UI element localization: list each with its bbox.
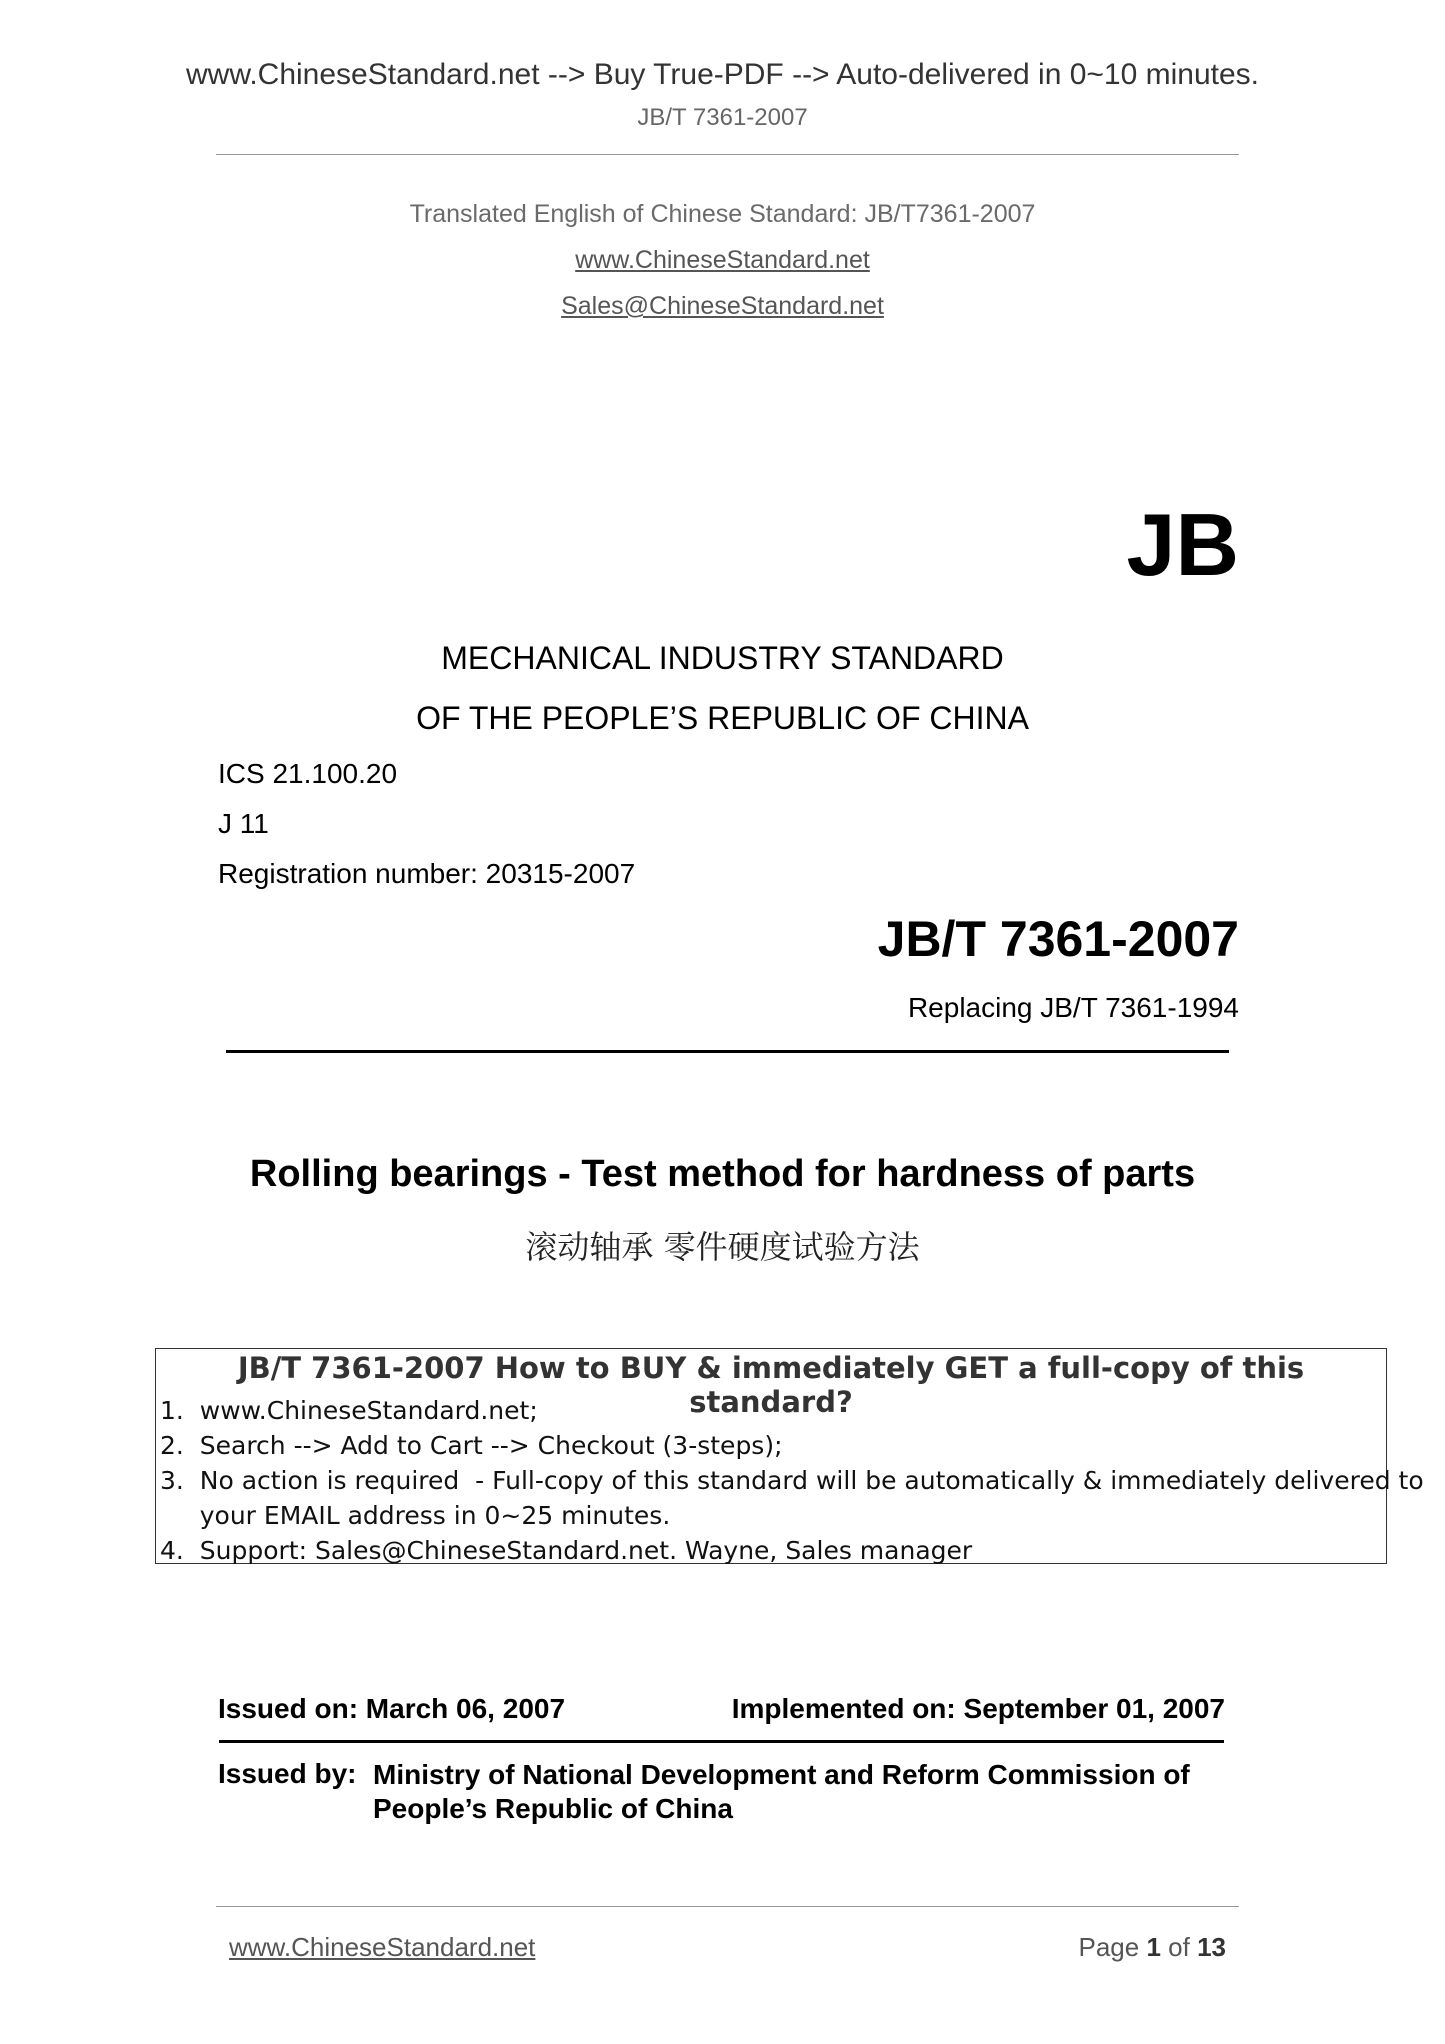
issued-on-date: Issued on: March 06, 2007 [218,1693,566,1724]
purchase-step: 2. Search --> Add to Cart --> Checkout (3-steps); [160,1431,783,1460]
purchase-step: your EMAIL address in 0~25 minutes. [160,1501,671,1530]
purchase-step: 1. www.ChineseStandard.net; [160,1396,538,1425]
header-divider [216,154,1239,155]
sales-email-wrap [0,292,1445,321]
page-of: of [1168,1932,1190,1962]
dates-divider [219,1740,1224,1743]
header-standard-code: JB/T 7361-2007 [637,104,808,131]
registration-number: Registration number: 20315-2007 [218,858,636,889]
website-link[interactable]: www.ChineseStandard.net [575,246,870,274]
footer-website-link[interactable]: www.ChineseStandard.net [229,1932,536,1962]
implemented-on-date: Implemented on: September 01, 2007 [731,1693,1225,1724]
page-indicator [1078,1932,1226,1963]
page-current: 1 [1146,1932,1161,1962]
standard-body-line-1: MECHANICAL INDUSTRY STANDARD [441,640,1004,676]
jb-mark: JB [1126,495,1239,594]
purchase-steps-list [160,1393,1424,1568]
issued-by-label: Issued by: [218,1758,357,1789]
document-title-chinese: 滚动轴承 零件硬度试验方法 [525,1228,920,1266]
page-prefix: Page [1078,1932,1140,1962]
classification-code: J 11 [218,808,269,839]
ics-code: ICS 21.100.20 [218,758,398,789]
document-title-english: Rolling bearings - Test method for hardness of parts [249,1153,1196,1195]
footer-divider [216,1906,1239,1907]
purchase-step: 4. Support: Sales@ChineseStandard.net. Wayne, Sales manager [160,1536,973,1565]
standard-code: JB/T 7361-2007 [877,911,1239,967]
translated-line: Translated English of Chinese Standard: JB/T7361-2007 [409,200,1036,228]
website-link-wrap [0,246,1445,275]
standard-body-line-2: OF THE PEOPLE’S REPUBLIC OF CHINA [416,700,1029,736]
replacing-standard: Replacing JB/T 7361-1994 [907,992,1239,1023]
title-divider [226,1050,1229,1053]
header-banner: www.ChineseStandard.net --> Buy True-PDF --> Auto-delivered in 0~10 minutes. [185,58,1260,91]
purchase-info-box [155,1348,1424,1565]
sales-email-link[interactable]: Sales@ChineseStandard.net [561,292,884,320]
page-total: 13 [1197,1932,1226,1962]
issued-by-authority: Ministry of National Development and Reform Commission of People’s Republic of China [373,1759,1190,1824]
purchase-step: 3. No action is required - Full-copy of this standard will be automatically & immediately delivered to [160,1466,1424,1495]
purchase-box-title: JB/T 7361-2007 How to BUY & immediately GET a full-copy of this standard? [237,1351,1305,1419]
